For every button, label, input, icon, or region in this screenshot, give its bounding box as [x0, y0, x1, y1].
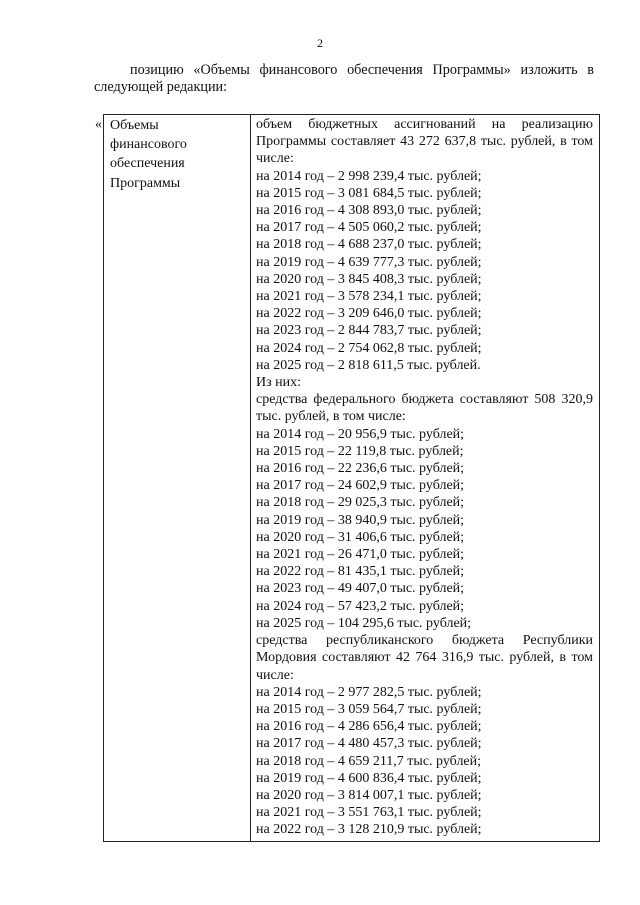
republic-year-line: на 2020 год – 3 814 007,1 тыс. рублей;	[256, 787, 482, 803]
republic-year-line: на 2017 год – 4 480 457,3 тыс. рублей;	[256, 736, 482, 752]
total-year-line: на 2017 год – 4 505 060,2 тыс. рублей;	[256, 220, 482, 236]
republic-year-line: на 2015 год – 3 059 564,7 тыс. рублей;	[256, 701, 482, 717]
republic-year-line: на 2019 год – 4 600 836,4 тыс. рублей;	[256, 770, 482, 786]
federal-year-line: на 2021 год – 26 471,0 тыс. рублей;	[256, 547, 465, 563]
total-year-line: на 2015 год – 3 081 684,5 тыс. рублей;	[256, 185, 482, 201]
federal-year-line: на 2019 год – 38 940,9 тыс. рублей;	[256, 512, 465, 528]
federal-year-line: на 2014 год – 20 956,9 тыс. рублей;	[256, 426, 465, 442]
total-year-line: на 2025 год – 2 818 611,5 тыс. рублей.	[256, 357, 481, 373]
left-cell-line: Программы	[110, 175, 181, 191]
republic-year-line: на 2016 год – 4 286 656,4 тыс. рублей;	[256, 719, 482, 735]
total-year-line: на 2022 год – 3 209 646,0 тыс. рублей;	[256, 306, 482, 322]
total-year-line: на 2014 год – 2 998 239,4 тыс. рублей;	[256, 168, 482, 184]
federal-year-line: на 2025 год – 104 295,6 тыс. рублей;	[256, 615, 472, 631]
intro-line-2: следующей редакции:	[94, 79, 228, 95]
total-year-line: на 2024 год – 2 754 062,8 тыс. рублей;	[256, 340, 482, 356]
federal-year-line: на 2023 год – 49 407,0 тыс. рублей;	[256, 581, 465, 597]
federal-year-line: на 2020 год – 31 406,6 тыс. рублей;	[256, 529, 465, 545]
federal-year-line: на 2015 год – 22 119,8 тыс. рублей;	[256, 443, 464, 459]
left-cell-line: финансового	[110, 137, 187, 153]
opening-quote-mark: «	[95, 117, 102, 132]
total-allocation-text: объем бюджетных ассигнований на реализацию Программы составляет 43 272 637,8 тыс. рублей, в том числе:	[256, 117, 593, 167]
federal-year-line: на 2024 год – 57 423,2 тыс. рублей;	[256, 598, 465, 614]
table-row	[104, 115, 600, 842]
republic-year-line: на 2014 год – 2 977 282,5 тыс. рублей;	[256, 684, 482, 700]
republic-year-line: на 2022 год – 3 128 210,9 тыс. рублей;	[256, 822, 482, 838]
left-cell	[104, 115, 251, 842]
intro-line-1: позицию «Объемы финансового обеспечения Программы» изложить в	[130, 62, 594, 78]
left-cell-line: Объемы	[110, 118, 159, 133]
total-year-line: на 2016 год – 4 308 893,0 тыс. рублей;	[256, 203, 482, 219]
of-them-label: Из них:	[256, 375, 302, 391]
total-year-line: на 2019 год – 4 639 777,3 тыс. рублей;	[256, 254, 482, 270]
total-year-line: на 2023 год – 2 844 783,7 тыс. рублей;	[256, 323, 482, 339]
total-year-line: на 2021 год – 3 578 234,1 тыс. рублей;	[256, 289, 482, 305]
total-year-line: на 2018 год – 4 688 237,0 тыс. рублей;	[256, 237, 482, 253]
federal-budget-text: средства федерального бюджета составляют 508 320,9 тыс. рублей, в том числе:	[256, 392, 593, 425]
intro-paragraph	[94, 62, 594, 96]
federal-year-line: на 2016 год – 22 236,6 тыс. рублей;	[256, 461, 465, 477]
page-number: 2	[317, 36, 323, 50]
republic-year-line: на 2021 год – 3 551 763,1 тыс. рублей;	[256, 805, 482, 821]
right-cell	[251, 115, 600, 842]
federal-year-line: на 2017 год – 24 602,9 тыс. рублей;	[256, 478, 465, 494]
left-cell-line: обеспечения	[110, 156, 185, 172]
federal-year-line: на 2022 год – 81 435,1 тыс. рублей;	[256, 564, 465, 580]
funding-table	[103, 114, 600, 842]
federal-year-line: на 2018 год – 29 025,3 тыс. рублей;	[256, 495, 465, 511]
total-year-line: на 2020 год – 3 845 408,3 тыс. рублей;	[256, 271, 482, 287]
republic-year-line: на 2018 год – 4 659 211,7 тыс. рублей;	[256, 753, 482, 769]
republic-budget-text: средства республиканского бюджета Республики Мордовия составляют 42 764 316,9 тыс. рублей, в том числе:	[256, 633, 593, 683]
